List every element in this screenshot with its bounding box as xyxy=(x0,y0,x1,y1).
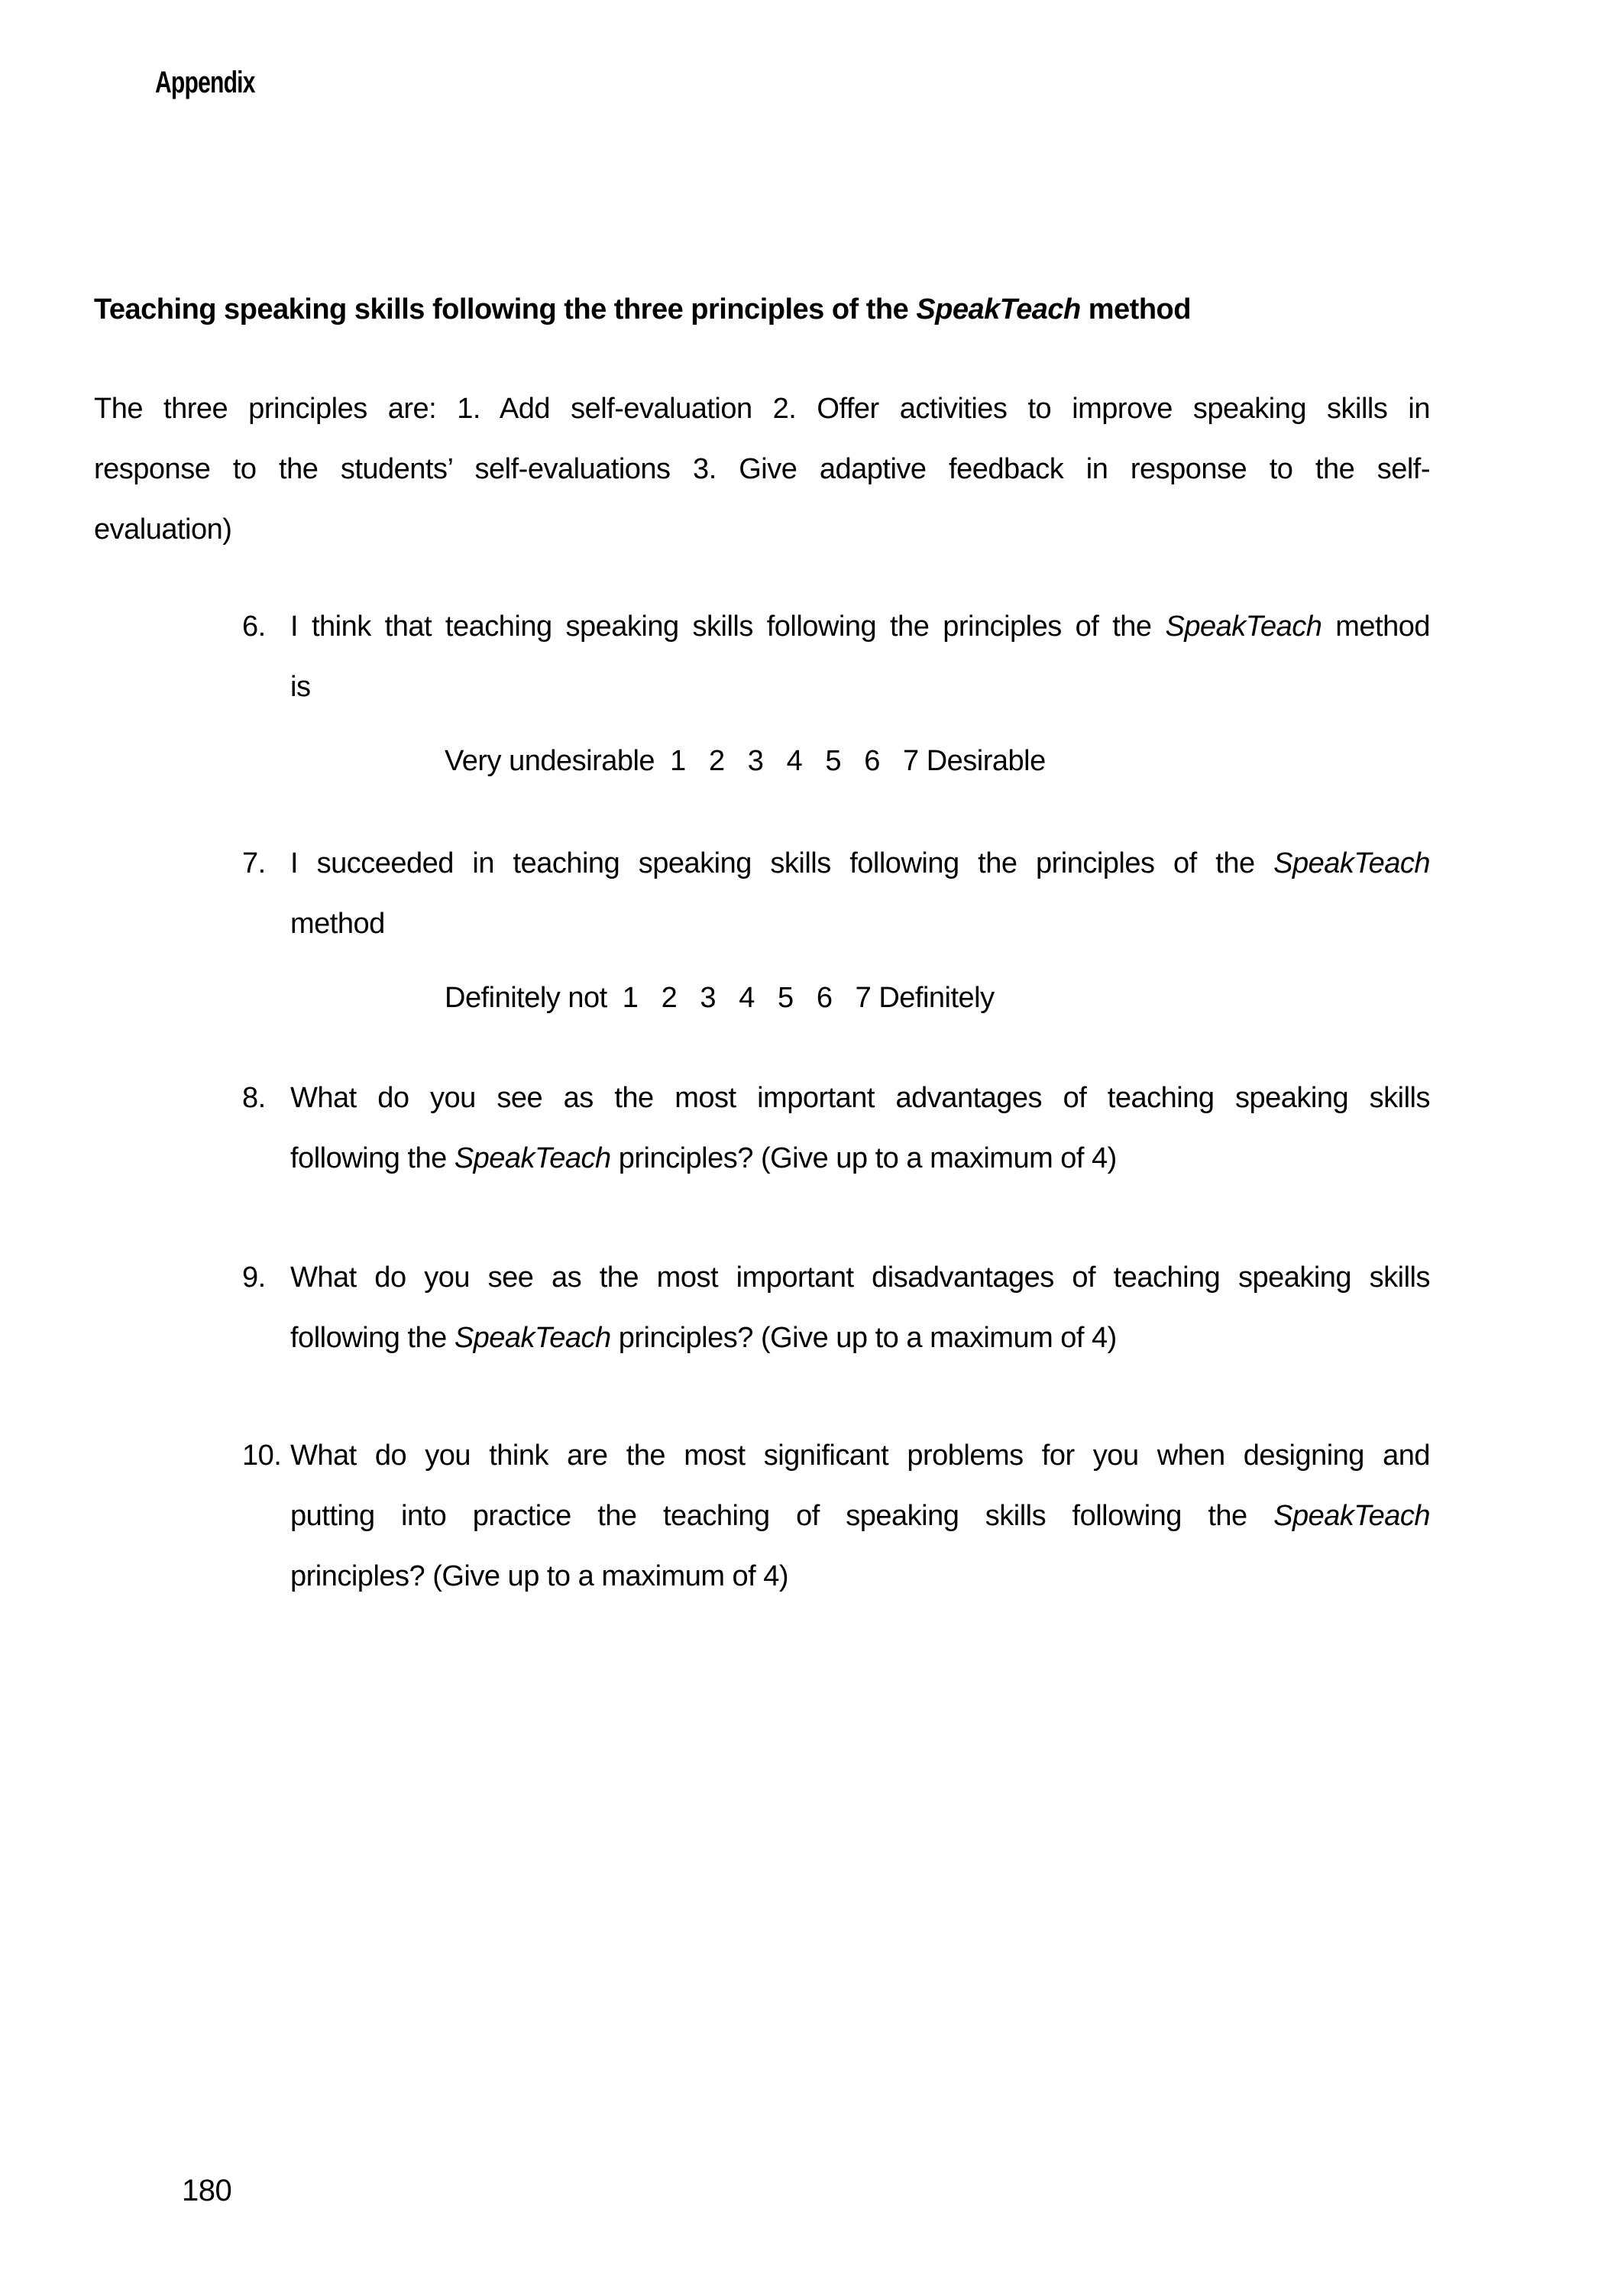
question-number: 10. xyxy=(242,1440,282,1472)
question-text-line: is xyxy=(290,671,311,703)
question-text-line: putting into practice the teaching of speaking skills following the SpeakTeach xyxy=(290,1500,1430,1532)
question-item xyxy=(242,1426,1430,1607)
intro-line: The three principles are: 1. Add self-evaluation 2. Offer activities to improve speaking skills in xyxy=(94,393,1430,425)
question-item xyxy=(242,834,1430,1028)
intro-paragraph xyxy=(94,379,1430,560)
page-number: 180 xyxy=(182,2174,232,2207)
document-title xyxy=(94,280,1201,340)
question-text-line: following the SpeakTeach principles? (Give up to a maximum of 4) xyxy=(290,1142,1117,1174)
question-number: 9. xyxy=(242,1261,266,1294)
question-number: 6. xyxy=(242,610,266,643)
question-text-line: What do you see as the most important advantages of teaching speaking skills xyxy=(290,1082,1430,1114)
appendix-header-label: Appendix xyxy=(155,66,255,99)
italic-run: SpeakTeach xyxy=(916,293,1081,325)
italic-run: SpeakTeach xyxy=(1273,1500,1430,1532)
question-number: 7. xyxy=(242,847,266,879)
intro-line: evaluation) xyxy=(94,513,232,546)
question-text-line: principles? (Give up to a maximum of 4) xyxy=(290,1560,789,1592)
question-item xyxy=(242,1068,1430,1189)
italic-run: SpeakTeach xyxy=(1165,610,1322,643)
rating-scale: Very undesirable 1 2 3 4 5 6 7 Desirable xyxy=(445,745,1046,777)
question-text-line: I succeeded in teaching speaking skills following the principles of the SpeakTeach xyxy=(290,847,1430,879)
question-text-line: I think that teaching speaking skills following the principles of the SpeakTeach method xyxy=(290,610,1430,643)
question-text-line: method xyxy=(290,908,385,940)
italic-run: SpeakTeach xyxy=(454,1142,611,1174)
question-text-line: What do you see as the most important disadvantages of teaching speaking skills xyxy=(290,1261,1430,1294)
question-number: 8. xyxy=(242,1082,266,1114)
question-text-line: following the SpeakTeach principles? (Give up to a maximum of 4) xyxy=(290,1322,1117,1354)
title-line: Teaching speaking skills following the three principles of the SpeakTeach method xyxy=(94,293,1191,325)
question-item xyxy=(242,1248,1430,1368)
rating-scale: Definitely not 1 2 3 4 5 6 7 Definitely xyxy=(445,982,995,1014)
intro-line: response to the students’ self-evaluations 3. Give adaptive feedback in response to the self- xyxy=(94,453,1430,485)
question-item xyxy=(242,597,1430,792)
question-text-line: What do you think are the most significant problems for you when designing and xyxy=(290,1440,1430,1472)
italic-run: SpeakTeach xyxy=(454,1322,611,1354)
appendix-header xyxy=(155,53,288,113)
italic-run: SpeakTeach xyxy=(1273,847,1430,879)
